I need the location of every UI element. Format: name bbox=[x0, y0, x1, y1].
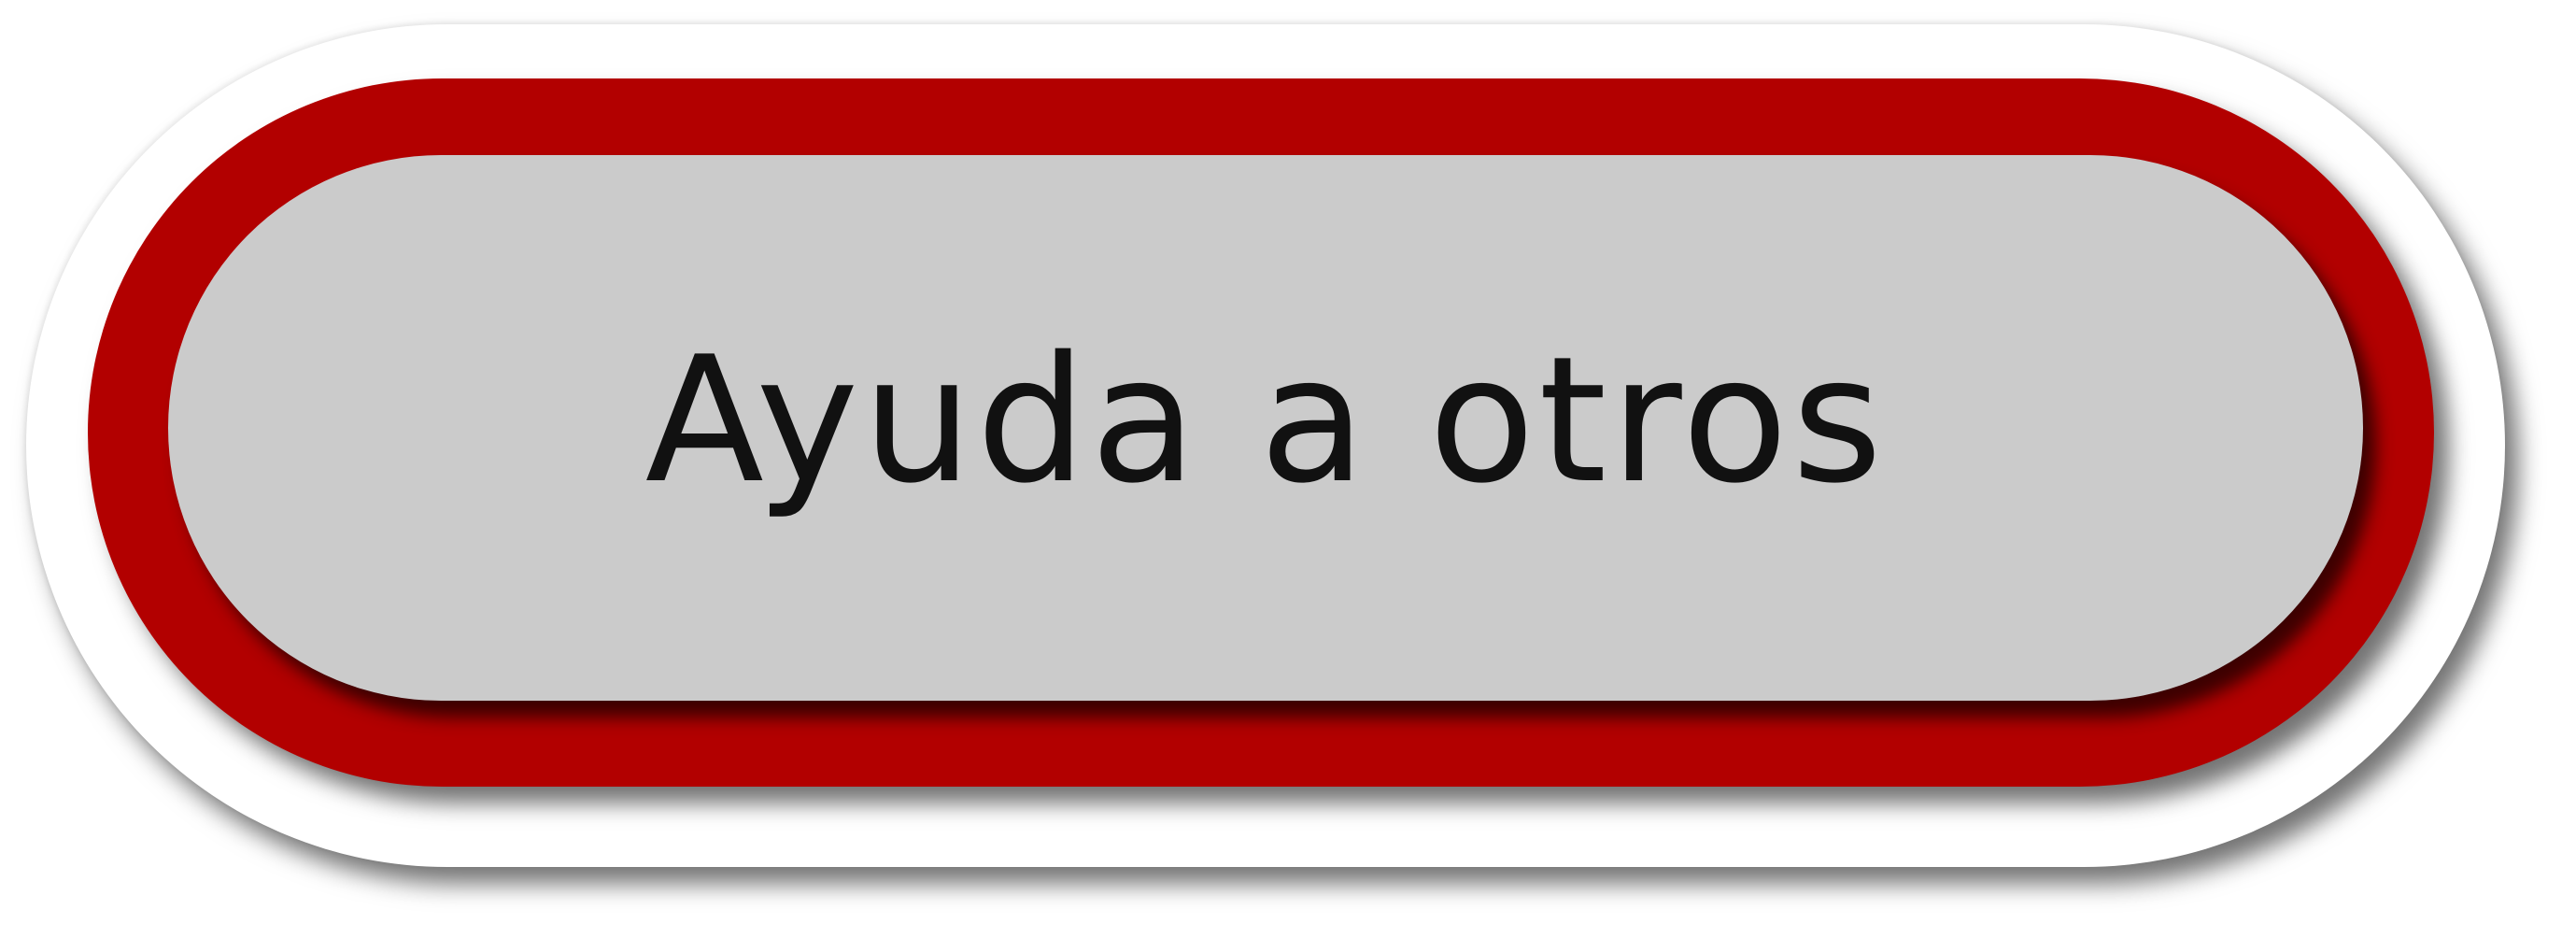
button-label: Ayuda a otros bbox=[644, 319, 1887, 521]
button-face[interactable] bbox=[168, 155, 2363, 701]
